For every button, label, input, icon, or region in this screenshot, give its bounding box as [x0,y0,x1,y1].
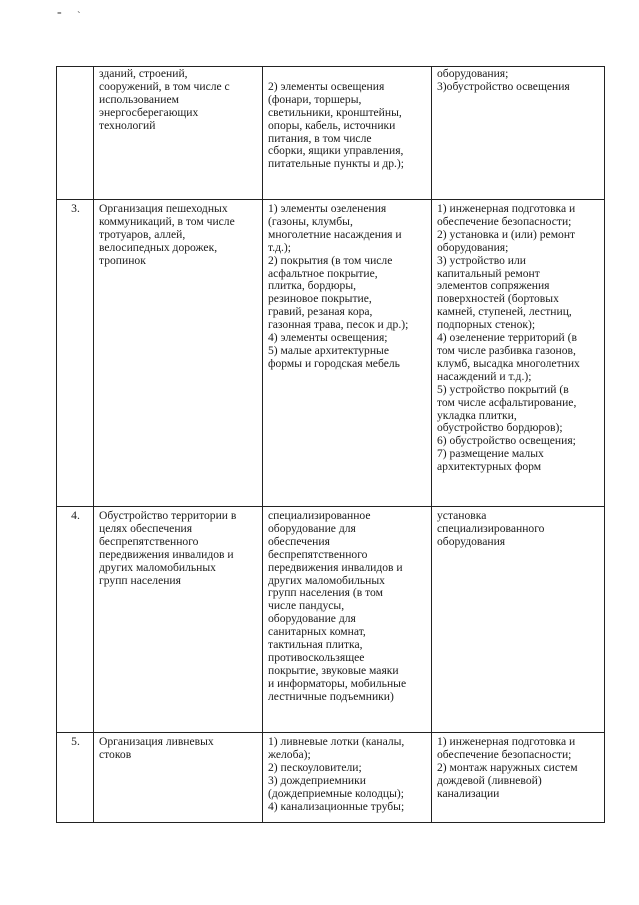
table-row [57,507,605,733]
table-row [57,200,605,507]
works-list-cell: 1) инженерная подготовка и обеспечение безопасности; 2) монтаж наружных систем дождевой (ливневой) канализации [432,733,605,823]
works-list-cell: установка специализированного оборудования [432,507,605,733]
row-number-cell: 5. [57,733,94,823]
improvement-works-table [56,66,605,823]
works-list-cell: оборудования; 3)обустройство освещения [432,67,605,200]
table-row [57,67,605,200]
works-list-cell: 1) инженерная подготовка и обеспечение безопасности; 2) установка и (или) ремонт оборудования; 3) устройство или капитальный ремонт элементов сопряжения поверхностей (бортовых камней, ступеней, лестниц, подпорных стенок); 4) озеленение территорий (в том числе разбивка газонов, клумб, высадка многолетних насаждений и т.д.); 5) устройство покрытий (в том числе асфальтирование, укладка плитки, обустройство бордюров); 6) обустройство освещения; 7) размещение малых архитектурных форм [432,200,605,507]
measure-name-cell: Организация ливневых стоков [94,733,263,823]
row-number-cell [57,67,94,200]
improvement-elements-cell: специализированное оборудование для обеспечения беспрепятственного передвижения инвалидов и других маломобильных групп населения (в том числе пандусы, оборудование для санитарных комнат, тактильная плитка, противоскользящее покрытие, звуковые маяки и информаторы, мобильные лестничные подъемники) [263,507,432,733]
measure-name-cell: Организация пешеходных коммуникаций, в том числе тротуаров, аллей, велосипедных дорожек, тропинок [94,200,263,507]
measure-name-cell: Обустройство территории в целях обеспечения беспрепятственного передвижения инвалидов и других маломобильных групп населения [94,507,263,733]
scan-mark-dash: - [57,5,62,20]
scan-mark-tick: ` [77,10,81,22]
table-row [57,733,605,823]
row-number-cell: 3. [57,200,94,507]
improvement-elements-cell: 1) элементы озеленения (газоны, клумбы, многолетние насаждения и т.д.); 2) покрытия (в том числе асфальтное покрытие, плитка, бордюры, резиновое покрытие, гравий, резаная кора, газонная трава, песок и др.); 4) элементы освещения; 5) малые архитектурные формы и городская мебель [263,200,432,507]
improvement-elements-cell: 2) элементы освещения (фонари, торшеры, светильники, кронштейны, опоры, кабель, источники питания, в том числе сборки, ящики управления, питательные пункты и др.); [263,67,432,200]
measure-name-cell: зданий, строений, сооружений, в том числе с использованием энергосберегающих технологий [94,67,263,200]
improvement-elements-cell: 1) ливневые лотки (каналы, желоба); 2) пескоуловители; 3) дождеприемники (дождеприемные колодцы); 4) канализационные трубы; [263,733,432,823]
row-number-cell: 4. [57,507,94,733]
